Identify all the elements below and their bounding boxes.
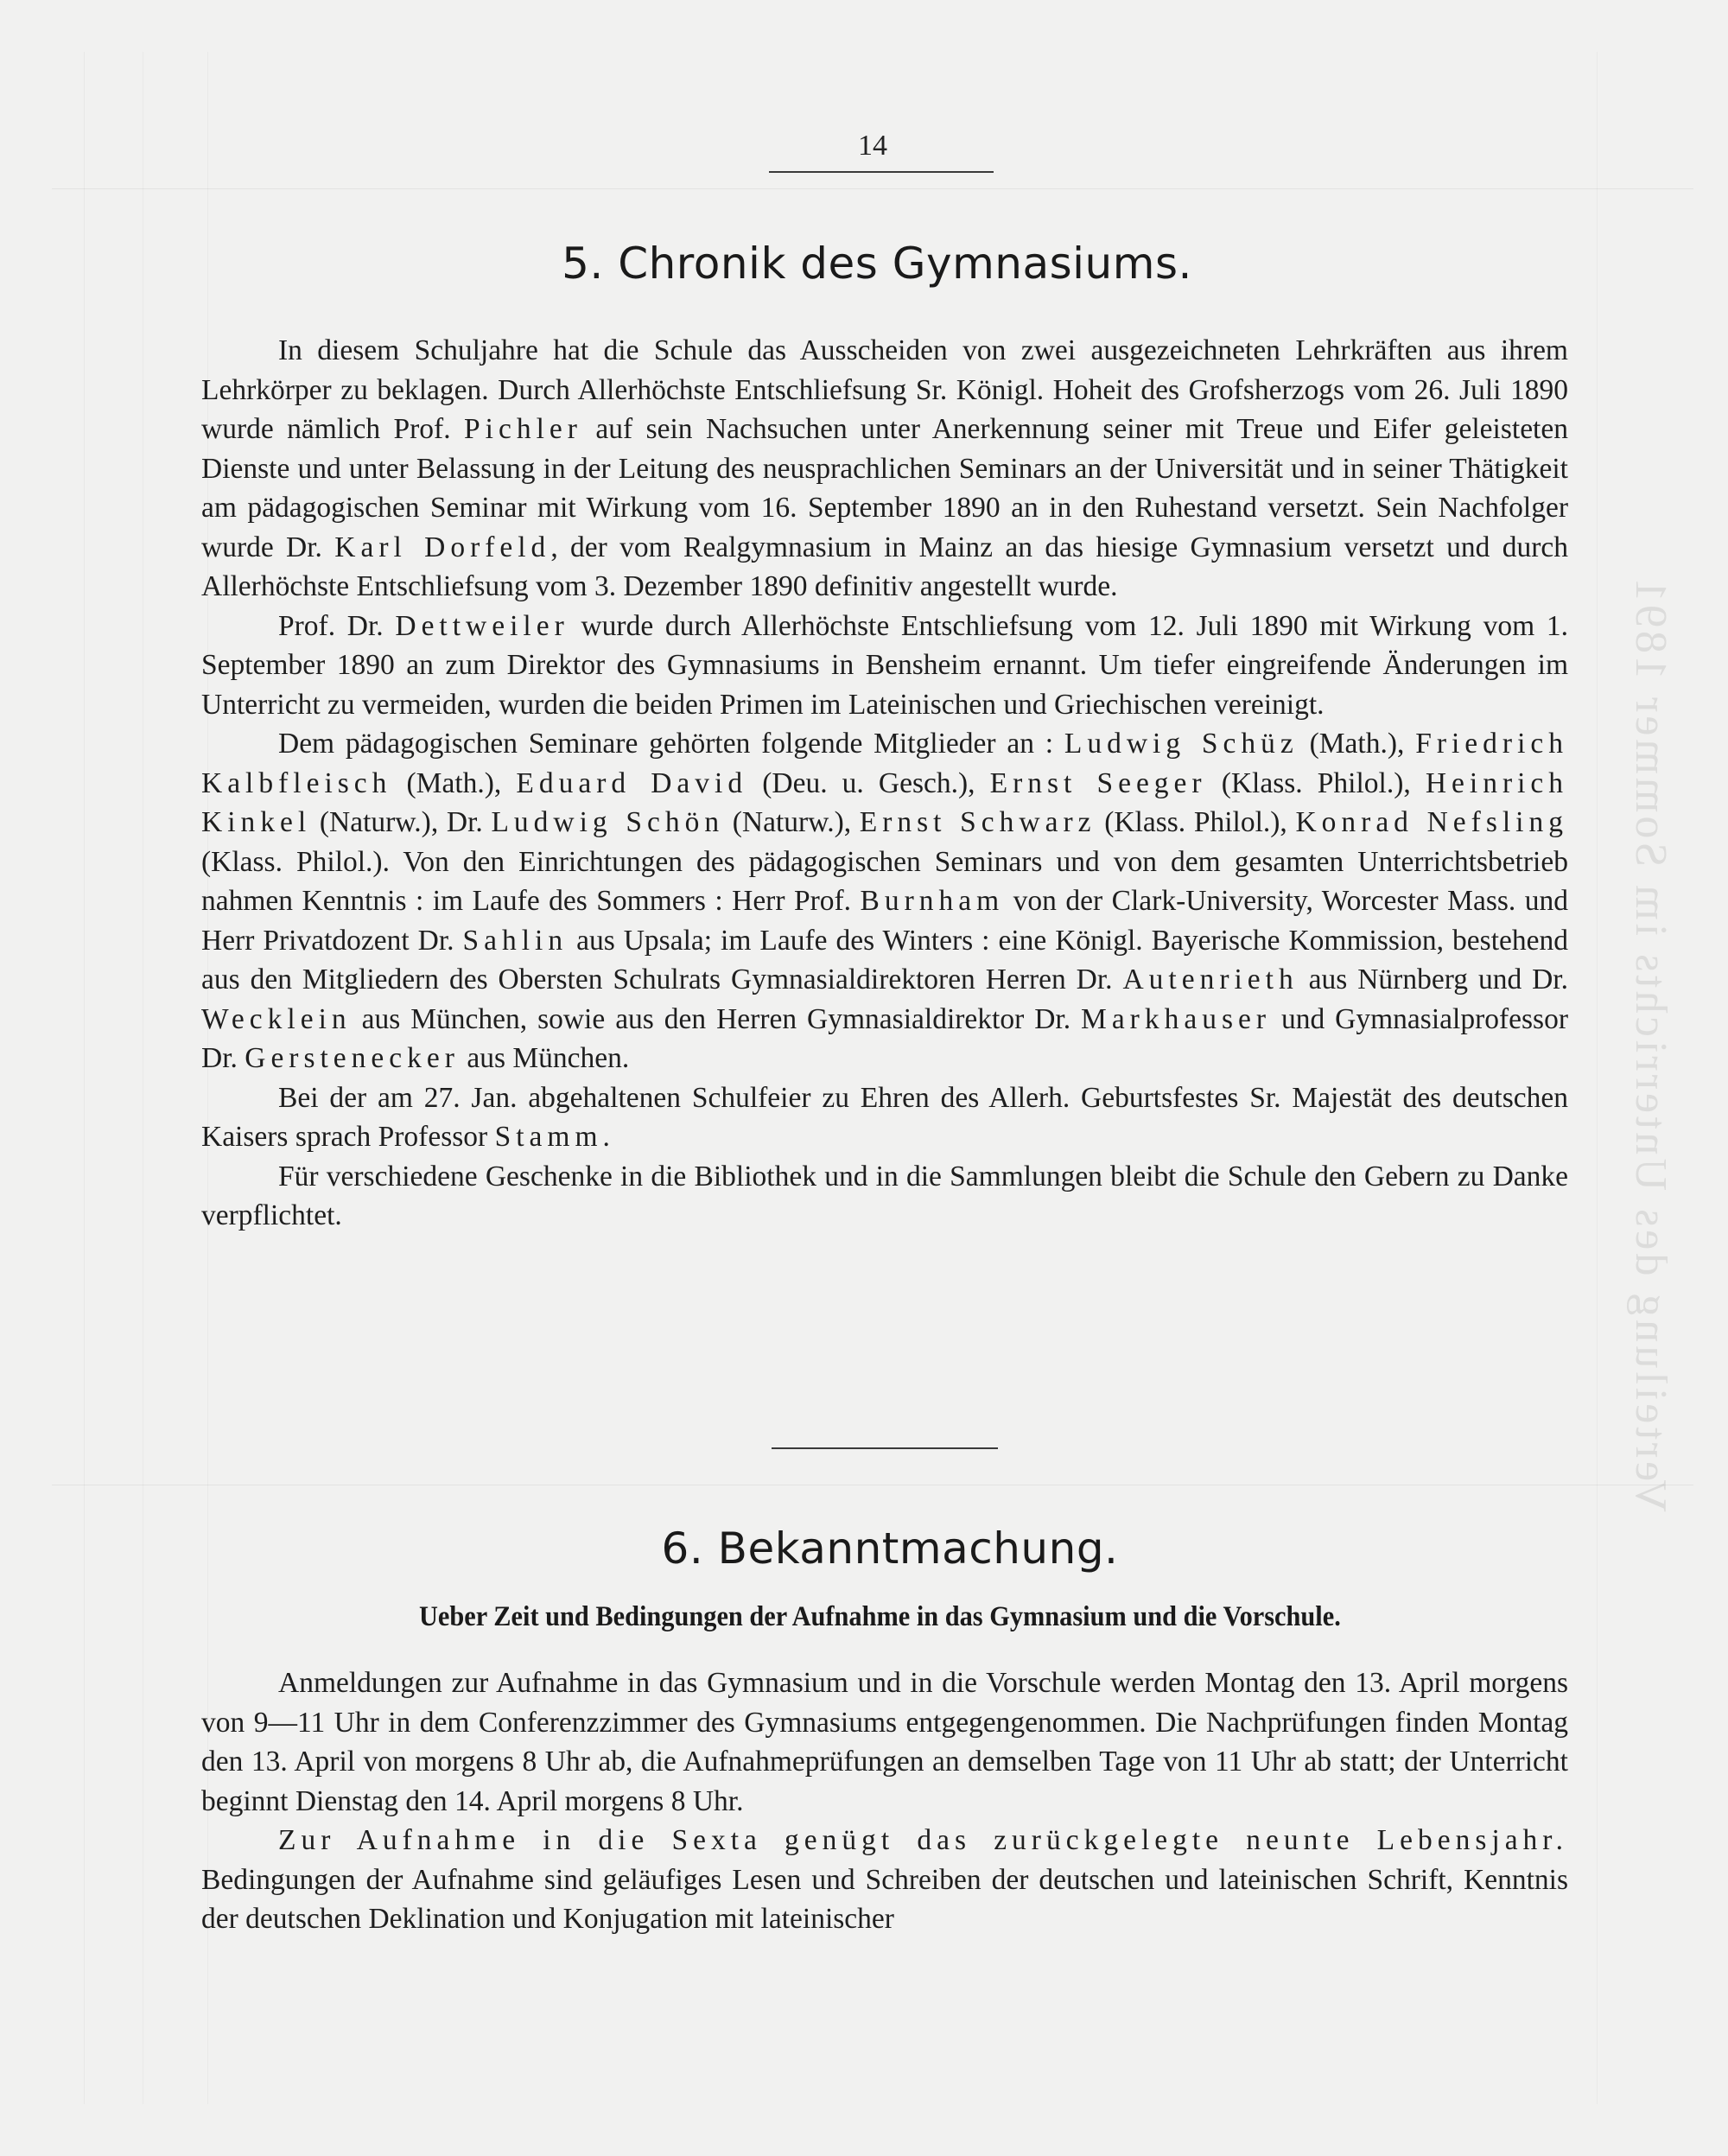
text-run: (Math.), — [391, 766, 517, 799]
emphasized-name: Gerstenecker — [245, 1042, 460, 1074]
section-heading-chronik: 5. Chronik des Gymnasiums. — [562, 238, 1192, 289]
text-run: (Naturw.), Dr. — [311, 806, 492, 838]
text-run: und Gymnasialprofessor Dr. — [201, 1002, 1568, 1074]
emphasized-name: Burnham — [860, 885, 1005, 917]
emphasized-name: Dettweiler — [395, 609, 569, 642]
text-run: . — [602, 1121, 610, 1153]
paragraph — [201, 1157, 1568, 1236]
emphasized-name: Markhauser — [1081, 1002, 1272, 1035]
text-run: (Klass. Philol.), — [1096, 806, 1296, 838]
text-run: In diesem Schuljahre hat die Schule das Ausscheiden von zwei ausgezeichneten Lehrkräften aus ihrem Lehrkörper zu beklagen. Durch Allerhöchste Entschliefsung Sr. Königl. Hoheit des Grofsherzogs vom 26. Juli 1890 wurde nämlich Prof. — [201, 334, 1568, 445]
text-run: (Deu. u. Gesch.), — [747, 766, 990, 799]
text-run: wurde durch Allerhöchste Entschliefsung vom 12. Juli 1890 mit Wirkung vom 1. September 1890 an zum Direktor des Gymnasiums in Bensheim ernannt. Um tiefer eingreifende Änderungen im Unterricht zu vermeiden, wurden die beiden Primen im Lateinischen und Griechischen vereinigt. — [201, 609, 1569, 721]
text-run: (Math.), — [1298, 728, 1416, 760]
page-number: 14 — [858, 130, 887, 162]
text-run: auf sein Nachsuchen unter Anerkennung seiner mit Treue und Eifer geleisteten Dienste und unter Belassung in der Leitung des neusprachlichen Seminars an der Universität und in seiner Thätigkeit am pädagogischen Seminar mit Wirkung vom 16. September 1890 an in den Ruhestand versetzt. Sein Nachfolger wurde Dr. — [201, 413, 1568, 563]
emphasized-name: Friedrich Kalbfleisch — [201, 728, 1568, 799]
text-run: (Klass. Philol.), — [1206, 766, 1426, 799]
emphasized-name: Ludwig Schön — [491, 806, 725, 838]
text-run: Anmeldungen zur Aufnahme in das Gymnasium und in die Vorschule werden Montag den 13. April morgens von 9—11 Uhr in dem Conferenzzimmer des Gymnasiums entgegengenommen. Die Nachprüfungen finden Montag den 13. April von morgens 8 Uhr ab, die Aufnahmeprüfungen an demselben Tage von 11 Uhr ab statt; der Unterricht beginnt Dienstag den 14. April morgens 8 Uhr. — [201, 1667, 1568, 1817]
emphasized-name: Karl Dorfeld — [334, 531, 551, 563]
bleed-through-line — [84, 52, 85, 2104]
emphasized-name: Ernst Schwarz — [859, 806, 1096, 838]
bleed-through-text: Verteilung des Unterrichts im Sommer 1891 — [1626, 576, 1675, 1512]
section-body-chronik — [201, 331, 1568, 1236]
emphasized-name: Stamm — [494, 1121, 603, 1153]
emphasized-name: Ludwig Schüz — [1064, 728, 1299, 760]
text-run: aus Upsala; im Laufe des Winters : eine Königl. Bayerische Kommission, bestehend aus den Mitgliedern des Obersten Schulrats Gymnasialdirektoren Herren Dr. — [201, 924, 1568, 995]
text-run: Dem pädagogischen Seminare gehörten folgende Mitglieder an : — [278, 728, 1064, 760]
text-run: aus Nürnberg und Dr. — [1298, 964, 1568, 995]
paragraph — [201, 1663, 1568, 1821]
emphasized-name: Zur Aufnahme in die Sexta genügt das zurückgelegte neunte Lebensjahr. — [278, 1824, 1568, 1856]
paragraph — [201, 1821, 1568, 1939]
header-rule — [769, 171, 994, 173]
emphasized-name: Pichler — [464, 413, 582, 445]
paragraph — [201, 607, 1568, 725]
emphasized-name: Wecklein — [201, 1002, 352, 1035]
text-run: (Klass. Philol.). Von den Einrichtungen des pädagogischen Seminars und von dem gesamten Unterrichtsbetrieb nahmen Kenntnis : im Laufe des Sommers : Herr Prof. — [201, 845, 1568, 917]
paragraph — [201, 331, 1568, 607]
text-run: Für verschiedene Geschenke in die Bibliothek und in die Sammlungen bleibt die Schule den Gebern zu Danke verpflichtet. — [201, 1160, 1568, 1231]
text-run: Bedingungen der Aufnahme sind geläufiges Lesen und Schreiben der deutschen und lateinischen Schrift, Kenntnis der deutschen Deklination und Konjugation mit lateinischer — [201, 1863, 1568, 1935]
text-run: Prof. Dr. — [278, 609, 396, 642]
emphasized-name: Autenrieth — [1122, 964, 1299, 995]
text-run: Bei der am 27. Jan. abgehaltenen Schulfeier zu Ehren des Allerh. Geburtsfestes Sr. Majestät des deutschen Kaisers sprach Professor — [201, 1081, 1568, 1153]
emphasized-name: Ernst Seeger — [989, 766, 1207, 799]
emphasized-name: Eduard David — [516, 766, 748, 799]
emphasized-name: Heinrich Kinkel — [201, 766, 1569, 838]
section-body-bekanntmachung — [201, 1663, 1568, 1939]
bleed-through-line — [1597, 52, 1598, 2104]
text-run: , der vom Realgymnasium in Mainz an das hiesige Gymnasium versetzt und durch Allerhöchste Entschliefsung vom 3. Dezember 1890 definitiv angestellt wurde. — [201, 531, 1568, 602]
text-run: aus München, sowie aus den Herren Gymnasialdirektor Dr. — [351, 1002, 1082, 1035]
section-heading-bekanntmachung: 6. Bekanntmachung. — [661, 1523, 1119, 1574]
bleed-through-line — [52, 188, 1693, 189]
text-run: (Naturw.), — [724, 806, 860, 838]
emphasized-name: Konrad Nefsling — [1295, 806, 1568, 838]
section-subheading: Ueber Zeit und Bedingungen der Aufnahme in das Gymnasium und die Vorschule. — [419, 1601, 1341, 1632]
paragraph — [201, 724, 1568, 1078]
emphasized-name: Sahlin — [462, 924, 569, 957]
paragraph — [201, 1078, 1568, 1157]
section-separator-rule — [772, 1447, 998, 1449]
text-run: von der Clark-University, Worcester Mass. und Herr Privatdozent Dr. — [201, 885, 1568, 957]
text-run: aus München. — [459, 1042, 630, 1074]
